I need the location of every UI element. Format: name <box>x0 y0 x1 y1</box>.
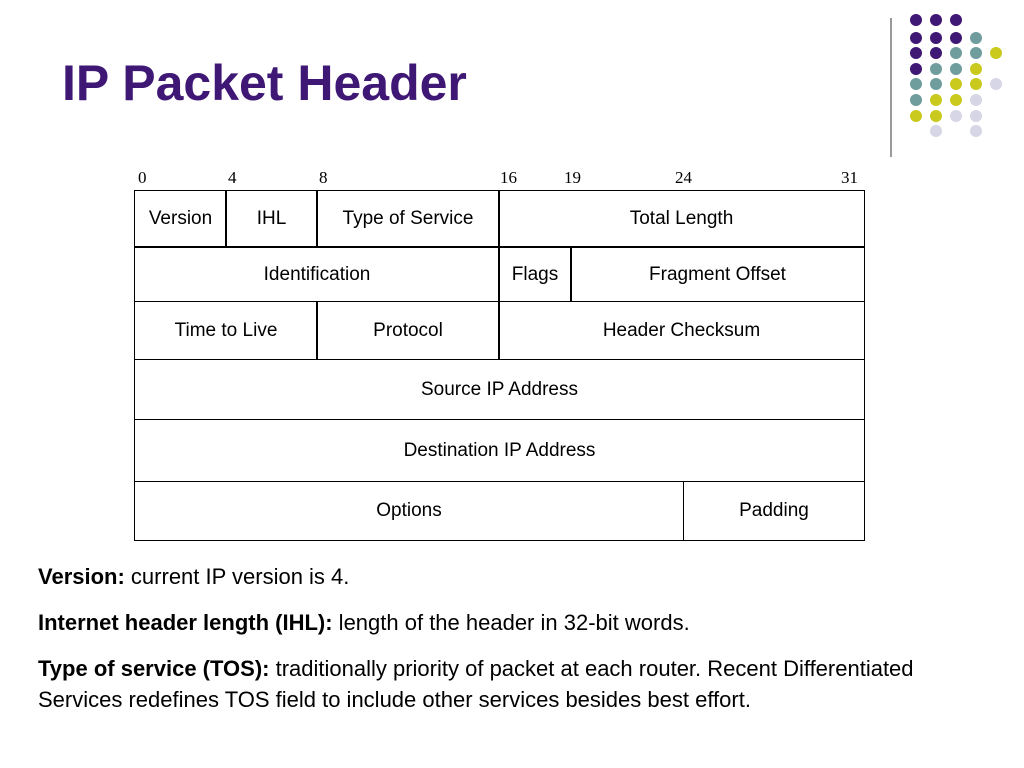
bit-label-24: 24 <box>675 168 692 187</box>
bit-label-4: 4 <box>228 168 237 187</box>
field-padding: Padding <box>683 481 865 541</box>
field-ihl: IHL <box>225 190 318 247</box>
decorative-dot-grid-icon <box>910 14 1010 144</box>
description-text: current IP version is 4. <box>124 564 350 589</box>
field-source-ip: Source IP Address <box>134 359 865 420</box>
field-flags: Flags <box>498 247 572 302</box>
field-protocol: Protocol <box>316 301 500 360</box>
divider-line <box>890 18 892 157</box>
field-fragment-offset: Fragment Offset <box>570 247 865 302</box>
bit-label-8: 8 <box>319 168 328 187</box>
bit-label-0: 0 <box>138 168 147 187</box>
description-term: Internet header length (IHL): <box>38 610 333 635</box>
description-term: Type of service (TOS): <box>38 656 270 681</box>
field-total-length: Total Length <box>498 190 865 247</box>
field-version: Version <box>134 190 227 247</box>
bit-label-31: 31 <box>841 168 858 187</box>
description-text: length of the header in 32-bit words. <box>332 610 690 635</box>
field-destination-ip: Destination IP Address <box>134 419 865 482</box>
bit-label-19: 19 <box>564 168 581 187</box>
field-type-of-service: Type of Service <box>316 190 500 247</box>
description-ihl <box>38 607 988 638</box>
description-text: traditionally priority of packet at each router. Recent Differentiated Services redefines TOS field to include other services besides best effort. <box>38 656 914 712</box>
field-time-to-live: Time to Live <box>134 301 318 360</box>
field-header-checksum: Header Checksum <box>498 301 865 360</box>
description-version <box>38 561 988 592</box>
field-identification: Identification <box>134 247 500 302</box>
field-options: Options <box>134 481 684 541</box>
description-tos <box>38 653 988 715</box>
bit-label-16: 16 <box>500 168 517 187</box>
slide-title: IP Packet Header <box>62 55 467 111</box>
description-term: Version: <box>38 564 125 589</box>
